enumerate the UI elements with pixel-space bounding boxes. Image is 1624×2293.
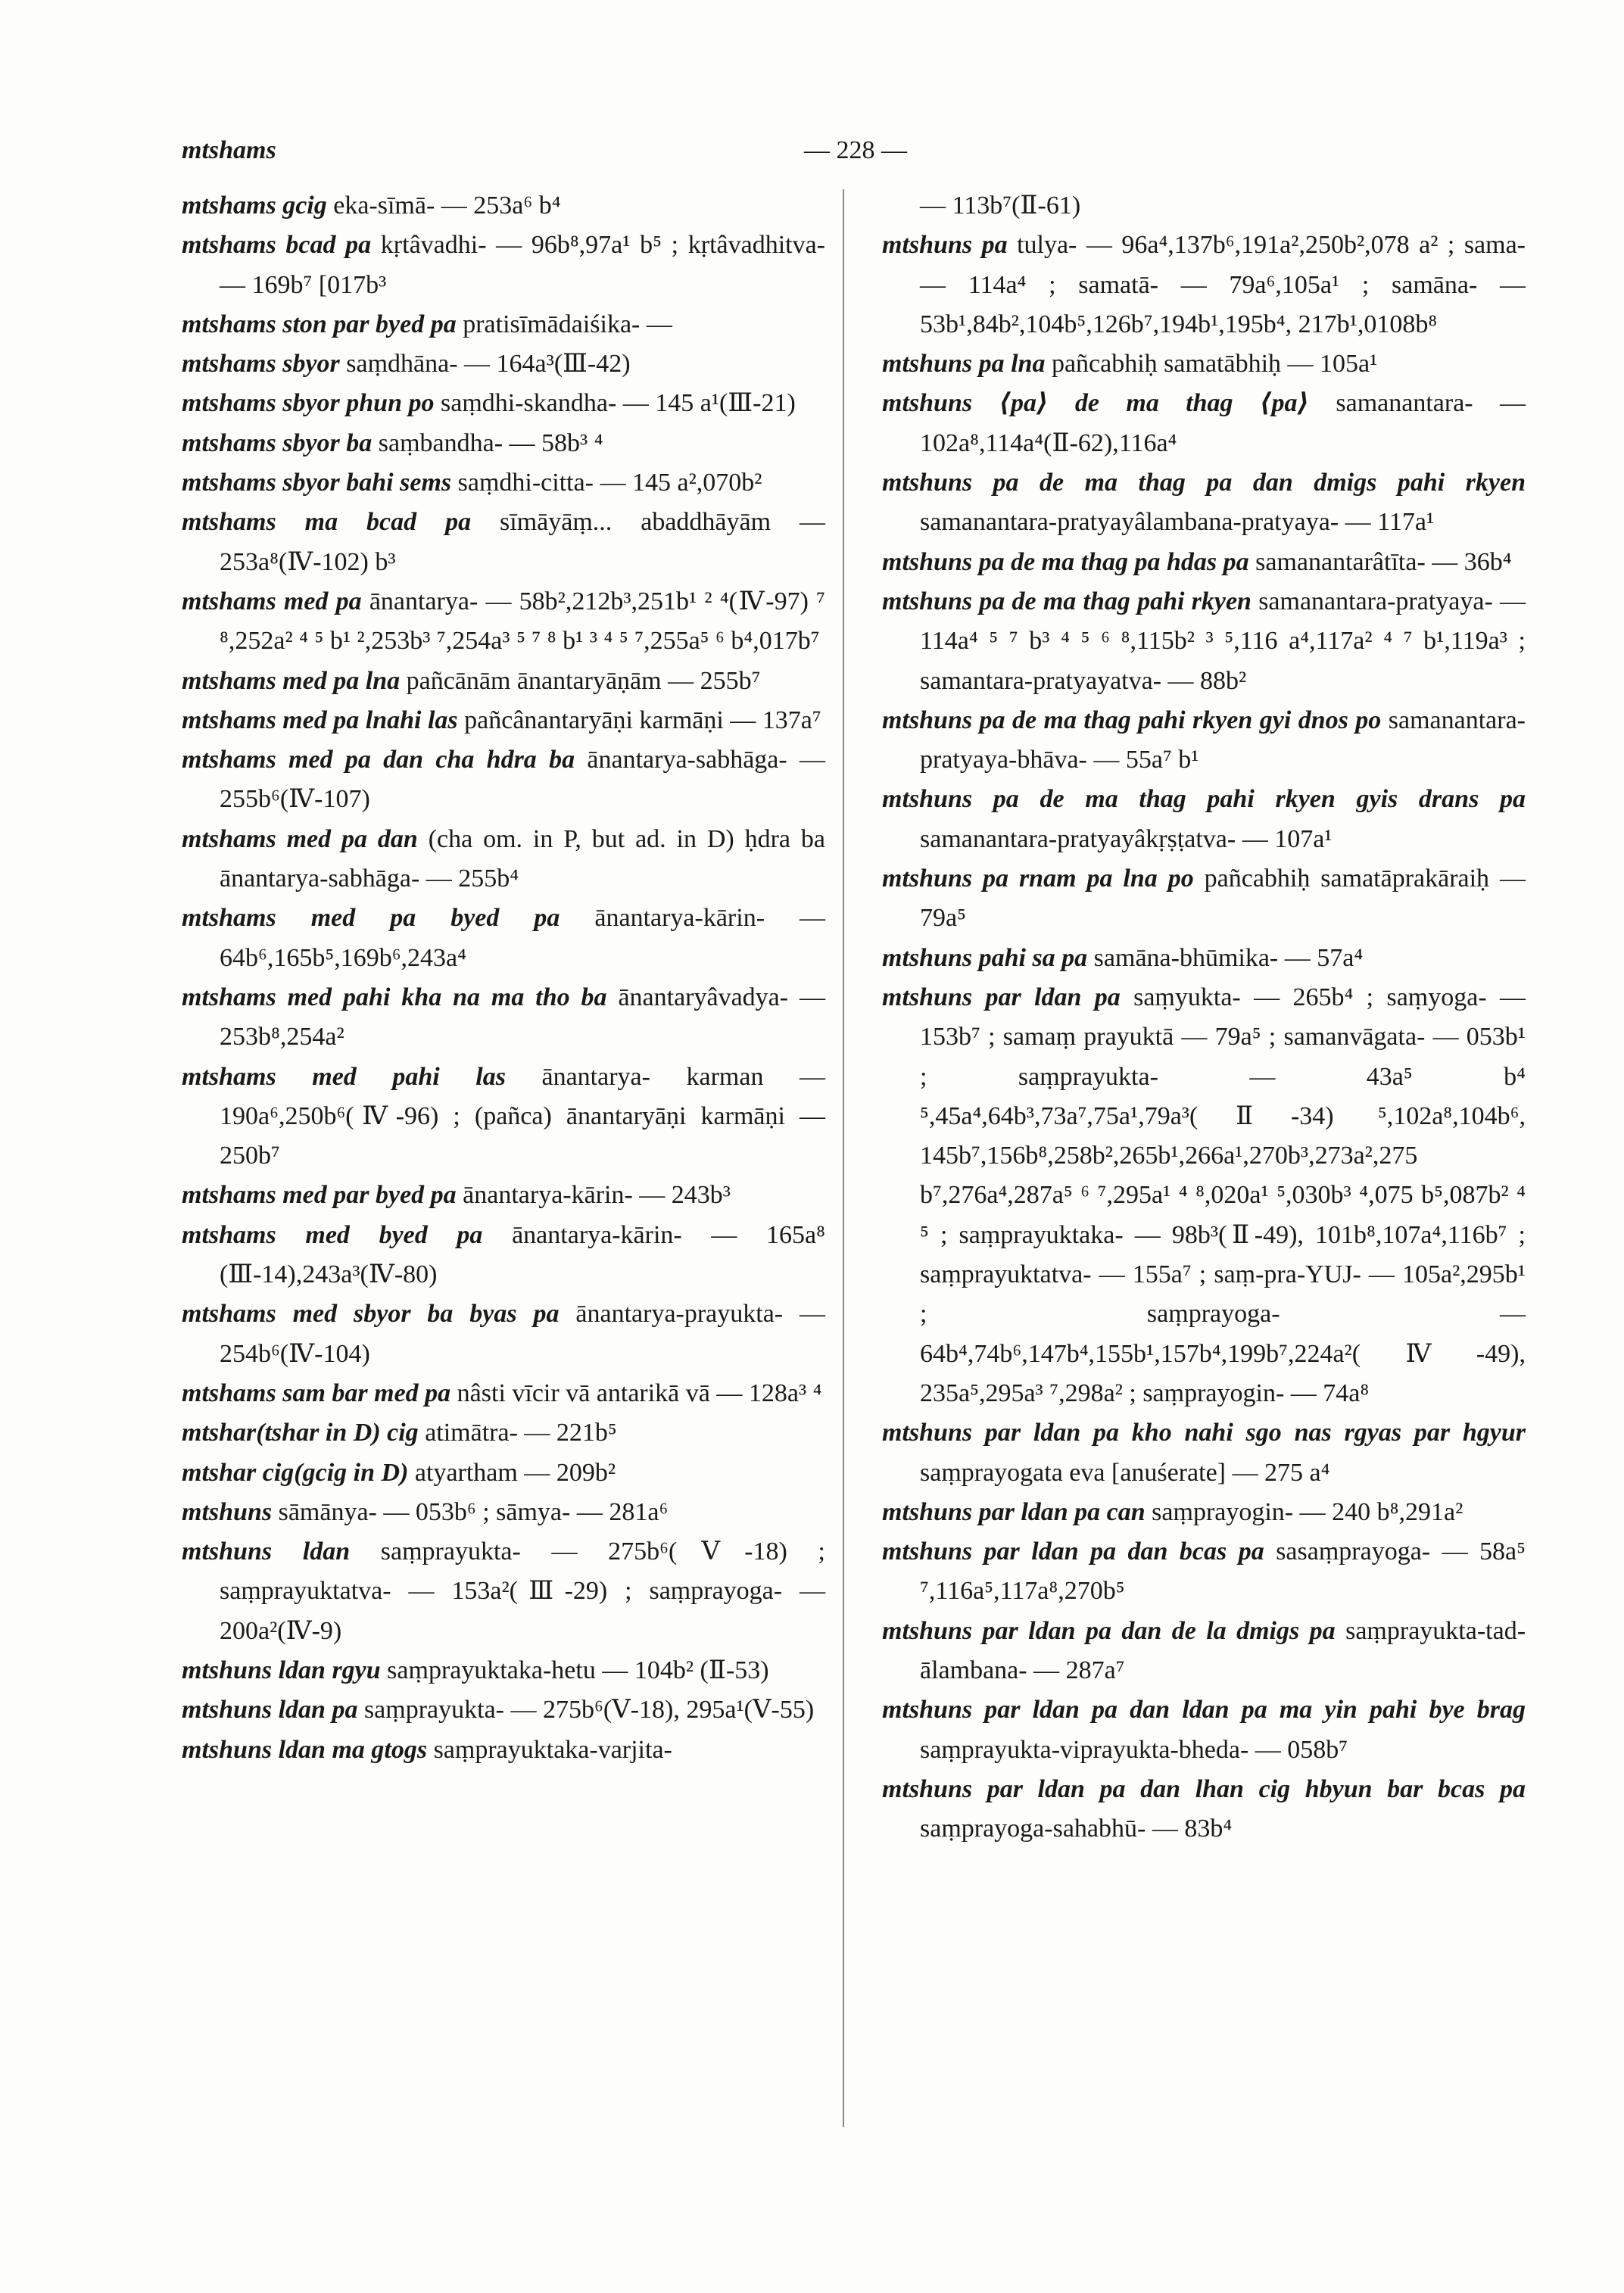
dictionary-entry (882, 384, 1526, 463)
entry-definition: atimātra- — 221b⁵ (425, 1419, 617, 1447)
dictionary-entry (182, 662, 825, 701)
entry-headword: mtshams ma bcad pa (182, 508, 472, 537)
entry-definition: saṃdhi-skandha- — 145 a¹(Ⅲ-21) (441, 389, 796, 418)
entry-headword: mtshuns pa (882, 231, 1008, 260)
entry-headword: mtshuns (182, 1497, 273, 1526)
dictionary-entry (182, 344, 825, 384)
entry-definition: saṃprayuktaka-varjita- (433, 1735, 672, 1764)
entry-headword: mtshams sbyor phun po (182, 389, 435, 418)
entry-definition: sīmāyāṃ... abaddhāyām — 253a⁸(Ⅳ-102) b³ (220, 508, 826, 576)
entry-headword: mtshams sbyor ba (182, 428, 372, 457)
entry-definition: saṃprayukta-viprayukta-bheda- — 058b⁷ (920, 1735, 1348, 1764)
entry-definition: samanantara-pratyayâlambana-pratyaya- — 117a¹ (920, 508, 1435, 537)
entry-definition: pratisīmādaiśika- — (463, 310, 672, 338)
entry-headword: mtshams sam bar med pa (182, 1379, 451, 1407)
entry-headword: mtshuns ldan (182, 1537, 351, 1566)
entry-definition: saṃprayuktaka-hetu — 104b² (Ⅱ-53) (387, 1656, 769, 1684)
entry-definition: samanantara-pratyayâkṛṣṭatva- — 107a¹ (920, 824, 1333, 853)
entry-headword: mtshuns ldan ma gtogs (182, 1735, 428, 1764)
dictionary-entry (182, 701, 825, 740)
dictionary-entry (182, 1216, 825, 1295)
dictionary-entry (882, 1612, 1526, 1691)
dictionary-entry (882, 780, 1526, 859)
left-column (182, 186, 825, 1770)
dictionary-entry (182, 503, 825, 582)
entry-headword: mtshuns ldan rgyu (182, 1656, 381, 1684)
entry-definition: pañcabhiḥ samatābhiḥ — 105a¹ (1051, 350, 1378, 379)
entry-definition: eka-sīmā- — 253a⁶ b⁴ (333, 192, 561, 220)
entry-definition: kṛtâvadhi- — 96b⁸,97a¹ b⁵ ; kṛtâvadhitva- — 169b⁷ [017b³ (220, 231, 825, 299)
entry-headword: mtshuns pa de ma thag pahi rkyen (882, 587, 1252, 615)
dictionary-entry (882, 701, 1526, 780)
dictionary-entry (882, 859, 1526, 939)
dictionary-entry (882, 1413, 1526, 1493)
entry-definition: samanantara-pratyaya- — 114a⁴ ⁵ ⁷ b³ ⁴ ⁵ ⁶ ⁸,115b² ³ ⁵,116 a⁴,117a² ⁴ ⁷ b¹,119a³ ; samantara-pratyayatva- — 88b² (920, 587, 1526, 695)
entry-headword: mtshuns par ldan pa dan de la dmigs pa (882, 1616, 1336, 1645)
entry-definition: saṃprayogin- — 240 b⁸,291a² (1152, 1497, 1463, 1526)
entry-headword: mtshuns par ldan pa kho nahi sgo nas rgyas par hgyur (882, 1419, 1526, 1447)
entry-definition: (cha om. in P, but ad. in D) ḥdra ba ānantarya-sabhāga- — 255b⁴ (220, 824, 825, 893)
entry-headword: mtshams med pahi kha na ma tho ba (182, 983, 607, 1011)
dictionary-entry (182, 820, 825, 899)
entry-headword: mtshams med pahi las (182, 1062, 506, 1091)
entry-definition: tulya- — 96a⁴,137b⁶,191a²,250b²,078 a² ; sama- — 114a⁴ ; samatā- — 79a⁶,105a¹ ; samāna- — 53b¹,84b²,104b⁵,126b⁷,194b¹,195b⁴, 217b¹,0108b⁸ (920, 231, 1526, 338)
dictionary-entry (882, 1770, 1526, 1849)
right-column (882, 186, 1526, 1849)
entry-definition: pañcānām ānantaryāṇām — 255b⁷ (406, 666, 761, 695)
entry-definition: saṃprayukta-tad-ālambana- — 287a⁷ (920, 1616, 1526, 1684)
entry-definition: pañcabhiḥ samatāprakāraiḥ — 79a⁵ (920, 865, 1526, 933)
dictionary-entry (882, 543, 1526, 582)
entry-definition: saṃyukta- — 265b⁴ ; saṃyoga- — 153b⁷ ; samaṃ prayuktā — 79a⁵ ; samanvāgata- — 053b¹ ; saṃprayukta- — 43a⁵ b⁴ ⁵,45a⁴,64b³,73a⁷,75a¹,79a³(Ⅱ-34) ⁵,102a⁸,104b⁶, 145b⁷,156b⁸,258b²,265b¹,266a¹,270b³,273a²,275 b⁷,276a⁴,287a⁵ ⁶ ⁷,295a¹ ⁴ ⁸,020a¹ ⁵,030b³ ⁴,075 b⁵,087b² ⁴ ⁵ ; saṃprayuktaka- — 98b³(Ⅱ-49), 101b⁸,107a⁴,116b⁷ ; saṃprayuktatva- — 155a⁷ ; saṃ-pra-YUJ- — 105a²,295b¹ ; saṃprayoga- — 64b⁴,74b⁶,147b⁴,155b¹,157b⁴,199b⁷,224a²(Ⅳ-49), 235a⁵,295a³ ⁷,298a² ; saṃprayogin- — 74a⁸ (920, 983, 1526, 1407)
entry-definition: saṃprayukta- — 275b⁶(Ⅴ-18) ; saṃprayuktatva- — 153a²(Ⅲ-29) ; saṃprayoga- — 200a²(Ⅳ-9) (220, 1537, 825, 1645)
dictionary-entry (182, 1651, 825, 1690)
entry-headword: mtshuns pa rnam pa lna po (882, 865, 1194, 893)
entry-headword: mtshuns par ldan pa dan lhan cig hbyun bar bcas pa (882, 1774, 1526, 1803)
entry-headword: mtshuns pa de ma thag pahi rkyen gyis drans pa (882, 785, 1526, 814)
entry-definition: ānantarya-kārin- — 243b³ (463, 1181, 731, 1210)
dictionary-entry (182, 1532, 825, 1651)
entry-headword: mtshams bcad pa (182, 231, 372, 260)
entry-headword: mtshar cig(gcig in D) (182, 1458, 409, 1487)
entry-definition: sasaṃprayoga- — 58a⁵ ⁷,116a⁵,117a⁸,270b⁵ (920, 1537, 1526, 1606)
dictionary-entry (182, 1690, 825, 1730)
entry-headword: mtshams med pa lna (182, 666, 401, 695)
entry-definition: ānantarya-prayukta- — 254b⁶(Ⅳ-104) (220, 1300, 826, 1368)
entry-headword: mtshams med pa dan cha hdra ba (182, 746, 575, 774)
entry-headword: mtshams med pa (182, 587, 362, 615)
entry-headword: mtshams med pa byed pa (182, 904, 560, 933)
entry-definition: saṃdhāna- — 164a³(Ⅲ-42) (346, 350, 631, 379)
dictionary-entry (882, 344, 1526, 384)
entry-headword: mtshams med pa dan (182, 824, 418, 853)
dictionary-entry (182, 582, 825, 662)
entry-definition: ānantaryâvadya- — 253b⁸,254a² (220, 983, 825, 1051)
dictionary-entry (182, 1374, 825, 1413)
entry-headword: mtshams sbyor (182, 350, 340, 379)
entry-definition: samanantara-pratyaya-bhāva- — 55a⁷ b¹ (920, 706, 1526, 774)
entry-definition: ānantarya- karman — 190a⁶,250b⁶(Ⅳ-96) ; (pañca) ānantaryāṇi karmāṇi — 250b⁷ (220, 1062, 826, 1170)
entry-definition: ānantarya- — 58b²,212b³,251b¹ ² ⁴(Ⅳ-97) ⁷ ⁸,252a² ⁴ ⁵ b¹ ²,253b³ ⁷,254a³ ⁵ ⁷ ⁸ b¹ ³ ⁴ ⁵ ⁷,255a⁵ ⁶ b⁴,017b⁷ (220, 587, 825, 656)
entry-headword: mtshams med par byed pa (182, 1181, 457, 1210)
entry-headword: mtshuns par ldan pa dan bcas pa (882, 1537, 1264, 1566)
entry-definition: samanantara- — 102a⁸,114a⁴(Ⅱ-62),116a⁴ (920, 389, 1526, 457)
page-number: — 228 — (804, 136, 907, 164)
column-divider (843, 189, 844, 2127)
dictionary-entry (182, 186, 825, 226)
entry-headword: mtshuns pa de ma thag pa hdas pa (882, 547, 1249, 576)
entry-definition: samāna-bhūmika- — 57a⁴ (1093, 943, 1364, 972)
continuation-line: — 113b⁷(Ⅱ-61) (920, 192, 1081, 220)
entry-headword: mtshuns ldan pa (182, 1696, 358, 1724)
entry-definition: ānantarya-sabhāga- — 255b⁶(Ⅳ-107) (220, 746, 826, 814)
entry-definition: saṃprayoga-sahabhū- — 83b⁴ (920, 1815, 1233, 1843)
dictionary-entry (182, 1294, 825, 1374)
entry-headword: mtshuns pa de ma thag pahi rkyen gyi dnos po (882, 706, 1382, 734)
entry-headword: mtshams med byed pa (182, 1220, 483, 1249)
dictionary-entry (182, 1176, 825, 1215)
dictionary-entry (182, 424, 825, 463)
dictionary-entry (882, 463, 1526, 543)
entry-definition: saṃprayukta- — 275b⁶(Ⅴ-18), 295a¹(Ⅴ-55) (363, 1696, 815, 1724)
entry-definition: atyartham — 209b² (414, 1458, 616, 1487)
dictionary-entry (182, 1058, 825, 1176)
dictionary-entry (182, 384, 825, 423)
entry-headword: mtshuns ⟨pa⟩ de ma thag ⟨pa⟩ (882, 389, 1310, 418)
entry-definition: saṃdhi-citta- — 145 a²,070b² (457, 469, 762, 497)
dictionary-entry (182, 1731, 825, 1770)
entry-definition: sāmānya- — 053b⁶ ; sāmya- — 281a⁶ (278, 1497, 669, 1526)
dictionary-entry (182, 463, 825, 503)
entry-definition: nâsti vīcir vā antarikā vā — 128a³ ⁴ (457, 1379, 822, 1407)
entry-definition: ānantarya-kārin- — 165a⁸ (Ⅲ-14),243a³(Ⅳ-80) (220, 1220, 825, 1289)
dictionary-entry (882, 939, 1526, 978)
entry-headword: mtshams gcig (182, 192, 327, 220)
dictionary-entry (182, 305, 825, 344)
dictionary-entry (182, 740, 825, 820)
dictionary-entry (182, 226, 825, 305)
entry-definition: samanantarâtīta- — 36b⁴ (1255, 547, 1512, 576)
entry-headword: mtshams ston par byed pa (182, 310, 457, 338)
entry-headword: mtshuns par ldan pa dan ldan pa ma yin pahi bye brag (882, 1696, 1526, 1724)
entry-headword: mtshuns par ldan pa can (882, 1497, 1146, 1526)
dictionary-entry (182, 978, 825, 1058)
dictionary-entry (182, 899, 825, 978)
dictionary-entry (182, 1453, 825, 1493)
entry-definition: ānantarya-kārin- — 64b⁶,165b⁵,169b⁶,243a⁴ (220, 904, 826, 972)
dictionary-entry (882, 978, 1526, 1413)
dictionary-entry (882, 226, 1526, 344)
dictionary-entry (882, 1493, 1526, 1532)
dictionary-entry (882, 582, 1526, 701)
dictionary-entry (182, 1493, 825, 1532)
entry-headword: mtshams med sbyor ba byas pa (182, 1300, 560, 1329)
dictionary-entry (882, 1690, 1526, 1770)
entry-headword: mtshar(tshar in D) cig (182, 1419, 419, 1447)
entry-headword: mtshams med pa lnahi las (182, 706, 458, 734)
entry-headword: mtshuns par ldan pa (882, 983, 1121, 1011)
dictionary-entry (882, 1532, 1526, 1612)
page-header (182, 136, 1529, 182)
entry-definition: saṃprayogata eva [anuśerate] — 275 a⁴ (920, 1458, 1330, 1487)
dictionary-entry (182, 1413, 825, 1453)
entry-headword: mtshuns pa lna (882, 350, 1046, 379)
running-head: mtshams (182, 136, 276, 164)
entry-headword: mtshams sbyor bahi sems (182, 469, 452, 497)
entry-headword: mtshuns pahi sa pa (882, 943, 1088, 972)
entry-headword: mtshuns pa de ma thag pa dan dmigs pahi rkyen (882, 469, 1526, 497)
entry-definition: saṃbandha- — 58b³ ⁴ (378, 428, 603, 457)
entry-definition: pañcânantaryāṇi karmāṇi — 137a⁷ (464, 706, 821, 734)
